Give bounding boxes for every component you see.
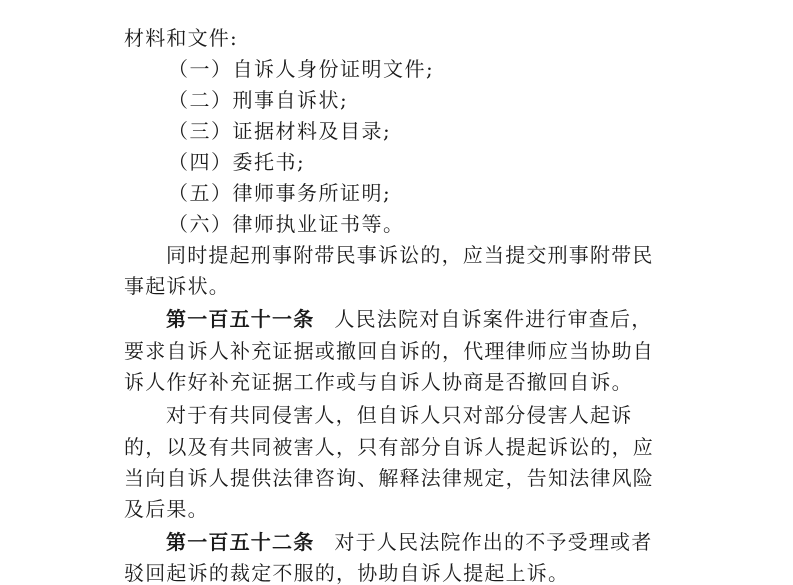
- list-item: （三）证据材料及目录;: [168, 119, 392, 143]
- article-151-line-2: 要求自诉人补充证据或撤回自诉的，代理律师应当协助自: [124, 339, 654, 363]
- article-152-title: 第一百五十二条: [166, 530, 315, 554]
- joint-party-paragraph-line-3: 当向自诉人提供法律咨询、解释法律规定，告知法律风险: [124, 466, 654, 490]
- article-151-title: 第一百五十一条: [166, 307, 315, 331]
- article-151-text: 人民法院对自诉案件进行审查后，: [334, 307, 653, 331]
- civil-suit-paragraph-line-2: 事起诉状。: [124, 274, 230, 298]
- intro-line: 材料和文件:: [124, 26, 238, 50]
- joint-party-paragraph-line-1: 对于有共同侵害人，但自诉人只对部分侵害人起诉: [166, 403, 633, 427]
- joint-party-paragraph-line-4: 及后果。: [124, 497, 209, 521]
- article-152-line-2: 驳回起诉的裁定不服的，协助自诉人提起上诉。: [124, 561, 570, 585]
- article-151-line-3: 诉人作好补充证据工作或与自诉人协商是否撤回自诉。: [124, 370, 633, 394]
- joint-party-paragraph-line-2: 的，以及有共同被害人，只有部分自诉人提起诉讼的，应: [124, 435, 654, 459]
- list-item: （六）律师执业证书等。: [168, 212, 405, 236]
- article-152-text: 对于人民法院作出的不予受理或者: [334, 530, 653, 554]
- list-item: （一）自诉人身份证明文件;: [168, 57, 435, 81]
- article-152-line-1: [166, 530, 652, 554]
- civil-suit-paragraph-line-1: 同时提起刑事附带民事诉讼的，应当提交刑事附带民: [166, 243, 654, 267]
- list-item: （二）刑事自诉状;: [168, 88, 349, 112]
- article-151-line-1: [166, 307, 652, 331]
- list-item: （四）委托书;: [168, 150, 306, 174]
- list-item: （五）律师事务所证明;: [168, 181, 392, 205]
